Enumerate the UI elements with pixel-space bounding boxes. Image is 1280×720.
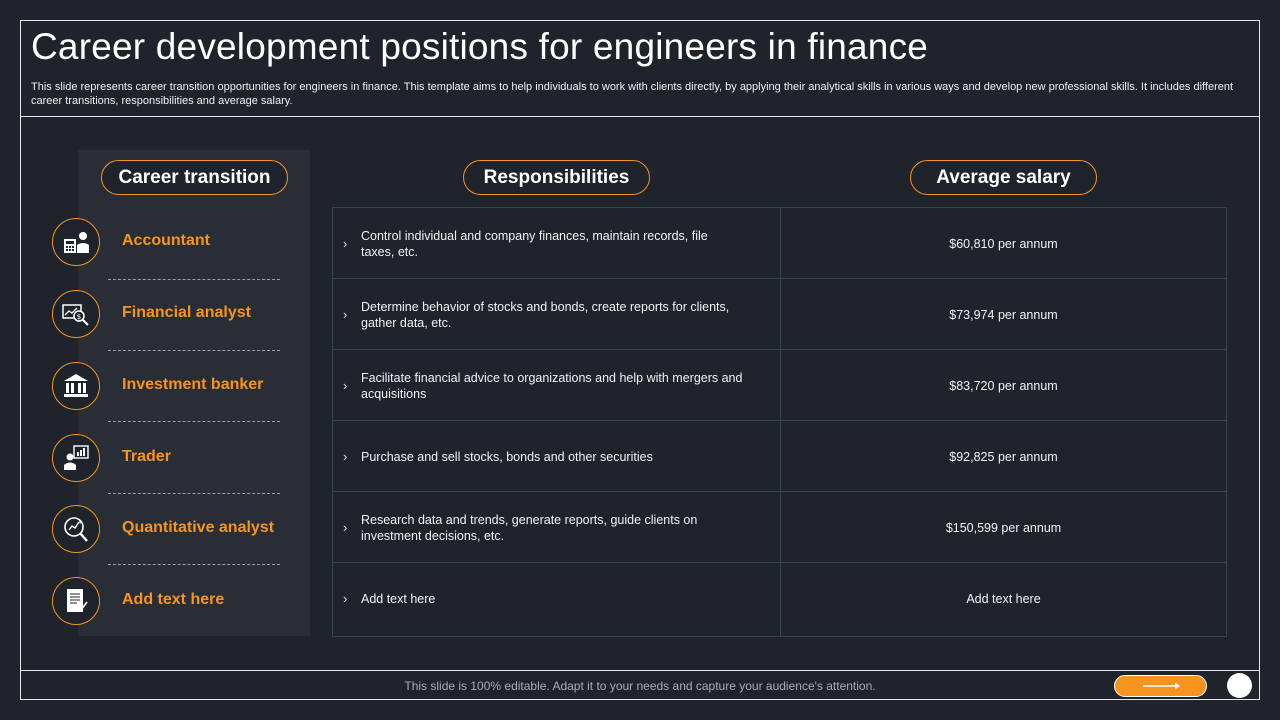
row-separator [108, 350, 280, 351]
career-item [52, 362, 312, 412]
row-separator [108, 493, 280, 494]
salary-cell: Add text here [966, 591, 1041, 606]
table-row [333, 492, 1226, 563]
table-row [333, 350, 1226, 421]
chevron-right-icon: › [343, 449, 348, 464]
page-title: Career development positions for engineers in finance [31, 26, 929, 67]
responsibility-text: Add text here [361, 591, 436, 606]
accountant-icon [52, 218, 100, 266]
salary-cell: $73,974 per annum [949, 307, 1058, 322]
table-row [333, 563, 1226, 634]
chevron-right-icon: › [343, 378, 348, 393]
responsibility-text: Control individual and company finances, maintain records, file taxes, etc. [361, 228, 708, 259]
row-separator [108, 421, 280, 422]
chevron-right-icon: › [343, 520, 348, 535]
document-icon [52, 577, 100, 625]
trader-icon [52, 434, 100, 482]
salary-cell: $83,720 per annum [949, 378, 1058, 393]
row-separator [108, 279, 280, 280]
page-subtitle: This slide represents career transition opportunities for engineers in finance. This template aims to help individuals to work with clients directly, by applying their analytical skills in various ways and develop new professional skills. It includes different career transitions, responsibilities and average salary. [31, 81, 1234, 107]
svg-text:$: $ [76, 313, 82, 321]
bank-icon [52, 362, 100, 410]
home-button[interactable] [1227, 673, 1252, 698]
responsibility-cell [333, 492, 780, 563]
chevron-right-icon: › [343, 591, 348, 606]
career-item [52, 434, 312, 484]
table-row [333, 208, 1226, 279]
footer-note: This slide is 100% editable. Adapt it to your needs and capture your audience's attention. [404, 679, 876, 693]
career-label: Investment banker [122, 376, 264, 393]
table-row [333, 421, 1226, 492]
row-separator [108, 564, 280, 565]
career-transition-header: Career transition [101, 160, 288, 195]
responsibility-text: Facilitate financial advice to organizations and help with mergers and acquisitions [361, 370, 743, 401]
next-slide-button[interactable] [1114, 675, 1207, 697]
arrow-right-icon [1141, 681, 1181, 691]
salary-cell: $60,810 per annum [949, 236, 1058, 251]
responsibility-cell [333, 279, 780, 350]
career-item [52, 577, 312, 627]
career-label: Add text here [122, 591, 225, 608]
responsibility-cell [333, 563, 780, 634]
career-item [52, 290, 312, 340]
career-label: Trader [122, 448, 171, 465]
financial-analyst-icon [52, 290, 100, 338]
salary-cell: $92,825 per annum [949, 449, 1058, 464]
career-label: Accountant [122, 232, 210, 249]
career-label: Quantitative analyst [122, 519, 275, 536]
responsibility-cell [333, 208, 780, 279]
responsibility-text: Research data and trends, generate reports, guide clients on investment decisions, etc. [361, 512, 698, 543]
table-row [333, 279, 1226, 350]
average-salary-header: Average salary [910, 160, 1097, 195]
quantitative-analyst-icon [52, 505, 100, 553]
career-item [52, 218, 312, 268]
header-divider [20, 116, 1260, 117]
career-item [52, 505, 312, 555]
salary-cell: $150,599 per annum [945, 520, 1062, 535]
chevron-right-icon: › [343, 236, 348, 251]
responsibility-cell [333, 421, 780, 492]
responsibilities-table [332, 207, 1227, 637]
chevron-right-icon: › [343, 307, 348, 322]
footer-divider [20, 670, 1260, 671]
responsibilities-header: Responsibilities [463, 160, 650, 195]
responsibility-text: Purchase and sell stocks, bonds and other securities [361, 449, 653, 464]
responsibility-text: Determine behavior of stocks and bonds, create reports for clients, gather data, etc. [361, 299, 730, 330]
career-label: Financial analyst [122, 304, 251, 321]
responsibility-cell [333, 350, 780, 421]
